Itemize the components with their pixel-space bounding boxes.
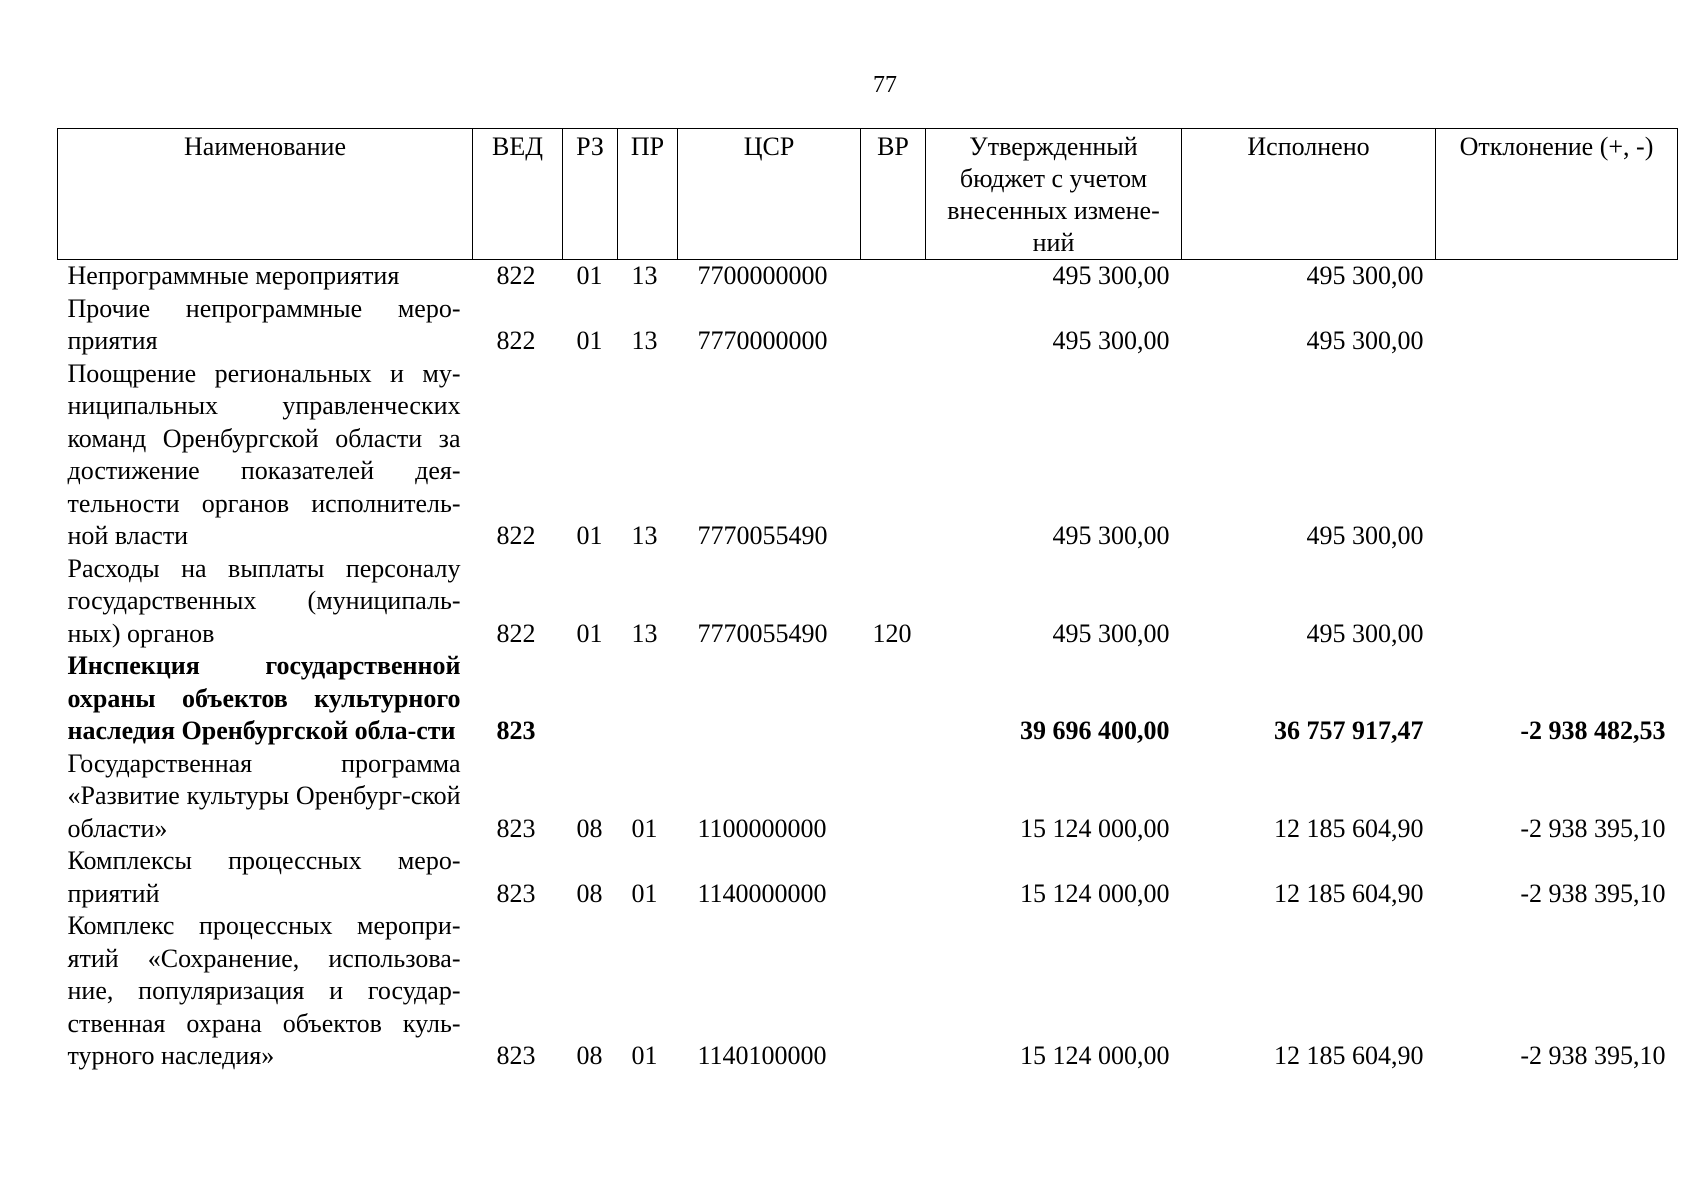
row-ved: 822 — [496, 618, 536, 648]
row-plan: 495 300,00 — [1052, 326, 1170, 355]
row-pr: 01 — [631, 1041, 658, 1070]
row-ved: 823 — [496, 813, 536, 843]
table-row — [58, 748, 1678, 846]
row-ved: 822 — [496, 521, 536, 550]
header-pr: ПР — [618, 129, 678, 260]
row-csr: 7700000000 — [697, 261, 828, 290]
row-pr: 01 — [631, 878, 658, 908]
row-vr — [861, 748, 926, 846]
row-name: Расходы на выплаты персоналу государственных (муниципаль-ных) органов — [67, 553, 461, 648]
row-ved: 823 — [496, 716, 536, 745]
row-deviation — [1436, 358, 1678, 553]
row-vr — [861, 293, 926, 358]
header-ved: ВЕД — [473, 129, 563, 260]
row-vr — [861, 650, 926, 748]
row-name: Комплекс процессных меропри-ятий «Сохранение, использова-ние, популяризация и государ-ственная охрана объектов куль-турного наследия» — [67, 911, 461, 1070]
header-vr: ВР — [861, 129, 926, 260]
row-rz: 01 — [576, 521, 603, 550]
row-csr: 1140000000 — [697, 878, 827, 908]
row-name: Государственная программа «Развитие культуры Оренбург-ской области» — [67, 748, 461, 843]
row-rz: 08 — [576, 878, 603, 908]
row-rz: 01 — [576, 326, 603, 355]
row-plan: 15 124 000,00 — [1020, 1041, 1170, 1070]
table-row — [58, 553, 1678, 651]
table-row-total — [58, 650, 1678, 748]
row-name: Инспекция государственной охраны объектов культурного наследия Оренбургской обла-сти — [67, 651, 461, 745]
page-number: 77 — [873, 72, 897, 98]
row-csr: 1100000000 — [697, 813, 827, 843]
row-deviation — [1436, 553, 1678, 651]
row-ved: 823 — [496, 1041, 536, 1070]
row-plan: 39 696 400,00 — [1020, 716, 1170, 745]
header-executed: Исполнено — [1182, 129, 1436, 260]
row-rz: 08 — [576, 813, 603, 843]
table-row — [58, 260, 1678, 293]
row-pr: 01 — [631, 813, 658, 843]
header-plan: Утвержденный бюджет с учетом внесенных измене-ний — [926, 129, 1182, 260]
row-name: Поощрение региональных и му-ниципальных управленческих команд Оренбургской области за достижение показателей дея-тельности органов исполнитель-ной власти — [67, 358, 461, 550]
row-executed: 495 300,00 — [1306, 261, 1424, 290]
row-executed: 495 300,00 — [1306, 521, 1424, 550]
row-deviation: -2 938 482,53 — [1520, 716, 1666, 745]
row-csr: 7770055490 — [697, 618, 828, 648]
header-name: Наименование — [58, 129, 473, 260]
row-executed: 12 185 604,90 — [1274, 878, 1424, 908]
row-deviation: -2 938 395,10 — [1520, 1041, 1666, 1070]
row-vr — [861, 358, 926, 553]
row-ved: 823 — [496, 878, 536, 908]
table-header — [58, 129, 1678, 260]
table-row — [58, 845, 1678, 910]
row-rz: 08 — [576, 1041, 603, 1070]
table-row — [58, 293, 1678, 358]
row-csr: 7770055490 — [697, 521, 828, 550]
row-rz: 01 — [576, 618, 603, 648]
header-rz: РЗ — [563, 129, 618, 260]
row-csr: 1140100000 — [697, 1041, 827, 1070]
row-deviation: -2 938 395,10 — [1520, 813, 1666, 843]
row-vr: 120 — [872, 618, 912, 648]
row-name: Прочие непрограммные меро-приятия — [67, 293, 461, 355]
row-name: Непрограммные мероприятия — [67, 261, 400, 290]
row-pr — [618, 650, 678, 748]
table-row — [58, 358, 1678, 553]
row-executed: 12 185 604,90 — [1274, 813, 1424, 843]
row-executed: 36 757 917,47 — [1274, 716, 1424, 745]
header-csr: ЦСР — [678, 129, 861, 260]
row-deviation — [1436, 260, 1678, 293]
table-row — [58, 910, 1678, 1073]
row-vr — [861, 260, 926, 293]
row-plan: 495 300,00 — [1052, 261, 1170, 290]
row-executed: 495 300,00 — [1306, 326, 1424, 355]
row-vr — [861, 845, 926, 910]
row-vr — [861, 910, 926, 1073]
row-rz — [563, 650, 618, 748]
row-pr: 13 — [631, 521, 658, 550]
row-ved: 822 — [496, 261, 536, 290]
row-deviation — [1436, 293, 1678, 358]
row-pr: 13 — [631, 261, 658, 290]
row-csr — [678, 650, 861, 748]
row-csr: 7770000000 — [697, 326, 828, 355]
budget-execution-table — [57, 128, 1678, 1073]
row-plan: 495 300,00 — [1052, 521, 1170, 550]
row-plan: 15 124 000,00 — [1020, 813, 1170, 843]
row-deviation: -2 938 395,10 — [1520, 878, 1666, 908]
row-executed: 495 300,00 — [1306, 618, 1424, 648]
header-deviation: Отклонение (+, -) — [1436, 129, 1678, 260]
row-rz: 01 — [576, 261, 603, 290]
row-plan: 15 124 000,00 — [1020, 878, 1170, 908]
row-pr: 13 — [631, 618, 658, 648]
row-name: Комплексы процессных меро-приятий — [67, 846, 461, 908]
row-pr: 13 — [631, 326, 658, 355]
row-plan: 495 300,00 — [1052, 618, 1170, 648]
row-executed: 12 185 604,90 — [1274, 1041, 1424, 1070]
row-ved: 822 — [496, 326, 536, 355]
